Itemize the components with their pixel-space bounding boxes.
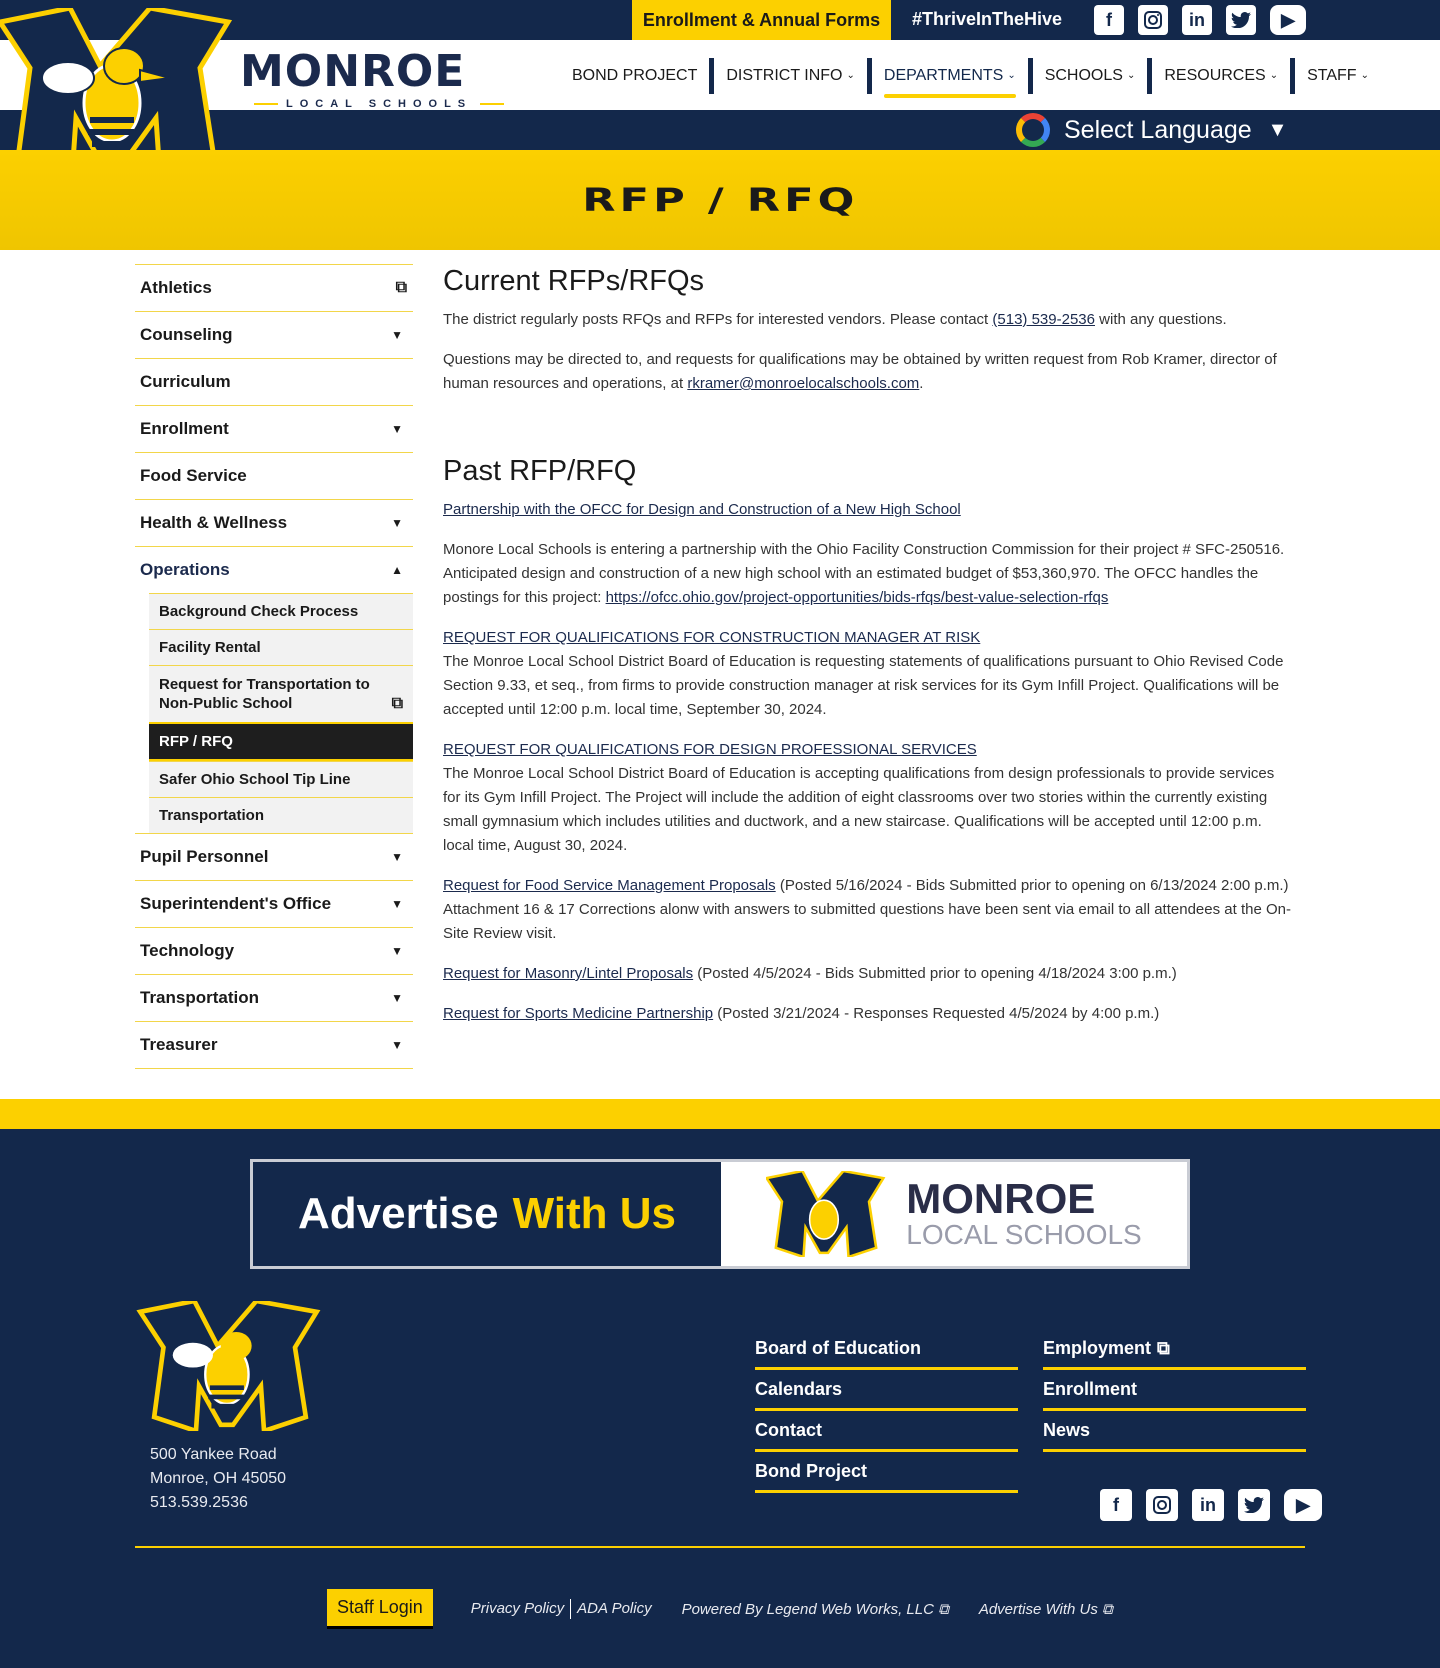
dps-entry: REQUEST FOR QUALIFICATIONS FOR DESIGN PROFESSIONAL SERVICES The Monroe Local School District Board of Education is accepting qualifications from design professionals to provide services for its Gym Infill Project. The Project will include the addition of eight classrooms over two stories within the currently existing small gymnasium which includes utilities and ductwork, and a new staircase. Qualifications will be accepted until 12:00 p.m. local time, August 30, 2024. <box>443 741 1275 854</box>
departments-sidebar <box>135 264 413 1069</box>
sidebar-item-superintendent[interactable]: Superintendent's Office ▼ <box>135 880 413 927</box>
phone-link[interactable]: (513) 539-2536 <box>992 311 1095 328</box>
subitem-background-check[interactable]: Background Check Process <box>149 593 413 629</box>
caret-down-icon[interactable]: ▼ <box>391 897 403 911</box>
operations-submenu <box>149 593 413 833</box>
caret-down-icon[interactable]: ▼ <box>391 422 403 436</box>
footer-board-of-education[interactable]: Board of Education <box>755 1329 1018 1370</box>
ofcc-description: Monore Local Schools is entering a partnership with the Ohio Facility Construction Commission for their project # SFC-250516. Anticipated design and construction of a new high school with an estimated budget of $53,360,970. The OFCC handles the postings for this project: https://ofcc.ohio.gov/project-opportunities/bids-rfqs/best-value-selection-rfqs <box>443 541 1285 606</box>
sidebar-item-pupil-personnel[interactable]: Pupil Personnel ▼ <box>135 833 413 880</box>
subitem-transportation-request[interactable]: Request for Transportation to Non-Public School ⧉ <box>149 665 413 722</box>
advertise-band <box>0 1129 1440 1279</box>
advertise-with-us-link[interactable]: Advertise With Us ⧉ <box>978 1600 1113 1618</box>
sidebar-item-enrollment[interactable]: Enrollment ▼ <box>135 405 413 452</box>
main-content <box>443 262 1293 1042</box>
caret-up-icon[interactable]: ▲ <box>391 563 403 577</box>
staff-login-button[interactable]: Staff Login <box>327 1589 433 1629</box>
caret-down-icon[interactable]: ▼ <box>391 328 403 342</box>
sidebar-item-counseling[interactable]: Counseling ▼ <box>135 311 413 358</box>
nav-departments[interactable]: DEPARTMENTS ⌄ <box>867 58 1028 94</box>
sidebar-item-operations[interactable]: Operations ▲ <box>135 546 413 593</box>
past-rfp-heading: Past RFP/RFQ <box>443 455 637 487</box>
cmar-link[interactable]: REQUEST FOR QUALIFICATIONS FOR CONSTRUCTION MANAGER AT RISK <box>443 629 981 646</box>
footer-calendars[interactable]: Calendars <box>755 1370 1018 1411</box>
chevron-down-icon: ⌄ <box>1360 70 1369 81</box>
nav-bond-project[interactable]: BOND PROJECT <box>572 67 698 84</box>
footer-employment[interactable]: Employment ⧉ <box>1043 1329 1306 1370</box>
nav-schools[interactable]: SCHOOLS ⌄ <box>1028 58 1148 94</box>
enrollment-forms-link[interactable]: Enrollment & Annual Forms <box>632 0 891 40</box>
sports-medicine-link[interactable]: Request for Sports Medicine Partnership <box>443 1005 714 1022</box>
ofcc-partnership-link[interactable]: Partnership with the OFCC for Design and Construction of a New High School <box>443 501 961 518</box>
footer-social-links <box>1100 1489 1322 1521</box>
external-link-icon: ⧉ <box>1157 1337 1170 1358</box>
dps-link[interactable]: REQUEST FOR QUALIFICATIONS FOR DESIGN PROFESSIONAL SERVICES <box>443 741 977 758</box>
caret-down-icon[interactable]: ▼ <box>391 1038 403 1052</box>
cmar-entry: REQUEST FOR QUALIFICATIONS FOR CONSTRUCTION MANAGER AT RISK The Monroe Local School District Board of Education is requesting statements of qualifications pursuant to Ohio Revised Code Section 9.33, et seq., from firms to provide construction manager at risk services for its Gym Infill Project. Qualifications will be accepted until 12:00 p.m. local time, September 30, 2024. <box>443 629 1284 718</box>
chevron-down-icon: ⌄ <box>1007 70 1016 81</box>
footer-contact[interactable]: Contact <box>755 1411 1018 1452</box>
subitem-transportation[interactable]: Transportation <box>149 797 413 833</box>
caret-down-icon[interactable]: ▼ <box>391 850 403 864</box>
external-link-icon: ⧉ <box>933 1600 949 1618</box>
twitter-icon[interactable] <box>1238 1489 1270 1521</box>
current-contact: Questions may be directed to, and requests for qualifications may be obtained by written request from Rob Kramer, director of human resources and operations, at rkramer@monroelocalschools.com. <box>443 351 1277 392</box>
sidebar-item-athletics[interactable]: Athletics ⧉ <box>135 264 413 311</box>
external-link-icon: ⧉ <box>1097 1600 1113 1618</box>
youtube-icon[interactable]: ▶ <box>1284 1489 1322 1521</box>
ofcc-url-link[interactable]: https://ofcc.ohio.gov/project-opportunities/bids-rfqs/best-value-selection-rfqs <box>605 589 1109 606</box>
gold-divider-band <box>0 1099 1440 1129</box>
subitem-safer-ohio[interactable]: Safer Ohio School Tip Line <box>149 761 413 797</box>
nav-district-info[interactable]: DISTRICT INFO ⌄ <box>709 58 867 94</box>
footer-address: 500 Yankee Road Monroe, OH 45050 513.539.2536 <box>150 1446 287 1511</box>
powered-by-link[interactable]: Powered By Legend Web Works, LLC ⧉ <box>681 1600 949 1618</box>
masonry-entry: Request for Masonry/Lintel Proposals (Posted 4/5/2024 - Bids Submitted prior to opening 4/18/2024 3:00 p.m.) <box>443 965 1177 982</box>
footer-bottom-bar <box>327 1589 1113 1629</box>
external-link-icon: ⧉ <box>395 279 407 296</box>
primary-nav <box>560 58 1381 94</box>
footer-links <box>755 1329 1306 1493</box>
footer-news[interactable]: News <box>1043 1411 1306 1452</box>
sidebar-item-food-service[interactable]: Food Service <box>135 452 413 499</box>
dropdown-arrow-icon: ▼ <box>1267 118 1288 141</box>
chevron-down-icon: ⌄ <box>1126 70 1136 81</box>
advertise-banner[interactable]: Advertise With Us MONROE LOCAL SCHOOLS <box>250 1159 1190 1269</box>
language-selector[interactable] <box>1016 113 1287 147</box>
sidebar-item-health-wellness[interactable]: Health & Wellness ▼ <box>135 499 413 546</box>
brand-name: MONROE <box>240 46 466 97</box>
page-hero <box>0 150 1440 250</box>
footer-enrollment[interactable]: Enrollment <box>1043 1370 1306 1411</box>
linkedin-icon[interactable]: in <box>1182 5 1212 35</box>
youtube-icon[interactable]: ▶ <box>1270 5 1306 35</box>
current-rfps-heading: Current RFPs/RFQs <box>443 265 705 297</box>
caret-down-icon[interactable]: ▼ <box>391 991 403 1005</box>
sidebar-item-technology[interactable]: Technology ▼ <box>135 927 413 974</box>
food-service-link[interactable]: Request for Food Service Management Proposals <box>443 877 776 894</box>
monroe-m-logo-small <box>766 1171 886 1257</box>
privacy-policy-link[interactable]: Privacy Policy <box>470 1599 565 1617</box>
footer-bond-project[interactable]: Bond Project <box>755 1452 1018 1493</box>
caret-down-icon[interactable]: ▼ <box>391 516 403 530</box>
ada-policy-link[interactable]: ADA Policy <box>577 1599 652 1617</box>
facebook-icon[interactable]: f <box>1094 5 1124 35</box>
google-icon <box>1016 113 1050 147</box>
current-intro: The district regularly posts RFQs and RFPs for interested vendors. Please contact (513) 539-2536 with any questions. <box>443 311 1227 328</box>
chevron-down-icon: ⌄ <box>846 70 855 81</box>
chevron-down-icon: ⌄ <box>1269 70 1279 81</box>
page-title: RFP / RFQ <box>581 181 859 219</box>
caret-down-icon[interactable]: ▼ <box>391 944 403 958</box>
footer-divider <box>135 1546 1305 1548</box>
email-link[interactable]: rkramer@monroelocalschools.com <box>687 375 920 392</box>
instagram-icon[interactable] <box>1146 1489 1178 1521</box>
subitem-rfp-rfq[interactable]: RFP / RFQ <box>149 722 413 761</box>
nav-resources[interactable]: RESOURCES ⌄ <box>1147 58 1290 94</box>
sidebar-item-curriculum[interactable]: Curriculum <box>135 358 413 405</box>
site-footer <box>0 1279 1440 1668</box>
brand-wordmark[interactable] <box>240 46 504 110</box>
food-service-entry: Request for Food Service Management Proposals (Posted 5/16/2024 - Bids Submitted prior to opening on 6/13/2024 2:00 p.m.) Attachment 16 & 17 Corrections alonw with answers to submitted questions have been sent via email to all attendees at the On-Site Review visit. <box>443 877 1291 942</box>
subitem-facility-rental[interactable]: Facility Rental <box>149 629 413 665</box>
twitter-icon[interactable] <box>1226 5 1256 35</box>
language-label: Select Language <box>1064 115 1252 144</box>
nav-staff[interactable]: STAFF ⌄ <box>1290 58 1381 94</box>
brand-subtitle: LOCAL SCHOOLS <box>254 98 504 110</box>
masonry-link[interactable]: Request for Masonry/Lintel Proposals <box>443 965 694 982</box>
header-social-links <box>1094 5 1306 35</box>
sidebar-item-treasurer[interactable]: Treasurer ▼ <box>135 1021 413 1068</box>
instagram-icon[interactable] <box>1138 5 1168 35</box>
sports-medicine-entry: Request for Sports Medicine Partnership (Posted 3/21/2024 - Responses Requested 4/5/2024 by 4:00 p.m.) <box>443 1005 1160 1022</box>
hashtag-link[interactable]: #ThriveInTheHive <box>912 9 1063 29</box>
external-link-icon: ⧉ <box>391 695 403 712</box>
facebook-icon[interactable]: f <box>1100 1489 1132 1521</box>
footer-logo <box>135 1301 325 1431</box>
sidebar-item-transportation[interactable]: Transportation ▼ <box>135 974 413 1021</box>
linkedin-icon[interactable]: in <box>1192 1489 1224 1521</box>
